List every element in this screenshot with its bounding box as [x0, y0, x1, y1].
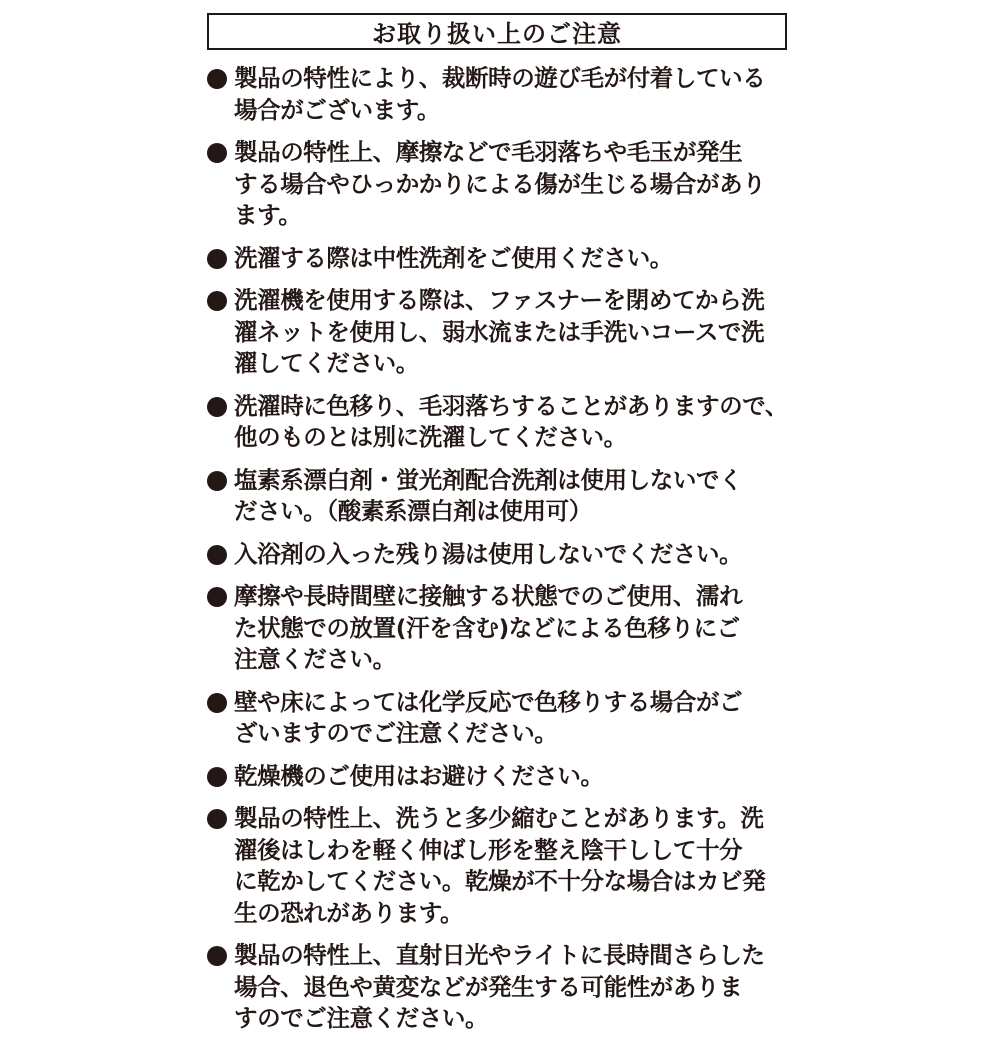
notice-text-line: 注意ください。: [234, 645, 396, 673]
notice-text-line: 洗濯時に色移り、毛羽落ちすることがありますので、: [234, 391, 788, 420]
notice-item: [207, 761, 797, 793]
notice-text-line: 摩擦や長時間壁に接触する状態でのご使用、濡れ: [234, 582, 743, 610]
notice-text-line: に乾かしてください。乾燥が不十分な場合はカビ発: [234, 867, 766, 895]
bullet-circle-icon: [207, 809, 227, 829]
page-title: お取り扱い上のご注意: [372, 20, 622, 48]
notice-text-line: 壁や床によっては化学反応で色移りする場合がご: [234, 687, 743, 716]
notice-text-line: 製品の特性上、洗うと多少縮むことがあります。洗: [234, 804, 764, 832]
notice-item: [207, 63, 797, 126]
notice-text-line: 製品の特性上、直射日光やライトに長時間さらした: [234, 941, 765, 969]
notice-text-line: 他のものとは別に洗濯してください。: [234, 423, 627, 451]
title-box: [207, 13, 787, 50]
notice-text-line: する場合やひっかかりによる傷が生じる場合があり: [234, 169, 766, 198]
bullet-circle-icon: [207, 545, 227, 565]
notice-text-line: 製品の特性により、裁断時の遊び毛が付着している: [234, 64, 766, 92]
notice-text-line: 洗濯機を使用する際は、ファスナーを閉めてから洗: [234, 286, 765, 314]
notice-text-line: 濯後はしわを軽く伸ばし形を整え陰干しして十分: [234, 835, 743, 864]
notice-text-line: 乾燥機のご使用はお避けください。: [234, 761, 604, 790]
notice-item: [207, 391, 797, 454]
notice-text-line: た状態での放置(汗を含む)などによる色移りにご: [234, 613, 740, 642]
notice-text-line: 塩素系漂白剤・蛍光剤配合洗剤は使用しないでく: [234, 465, 743, 494]
bullet-circle-icon: [207, 587, 227, 607]
notice-item: [207, 940, 797, 1035]
bullet-circle-icon: [207, 143, 227, 163]
notice-item: [207, 243, 797, 275]
notice-text-line: ださい。（酸素系漂白剤は使用可）: [234, 497, 592, 525]
bullet-circle-icon: [207, 397, 227, 417]
notice-item: [207, 539, 797, 571]
bullet-circle-icon: [207, 471, 227, 491]
notice-item: [207, 285, 797, 380]
bullet-circle-icon: [207, 249, 227, 269]
bullet-circle-icon: [207, 767, 227, 787]
notice-text-line: 場合、退色や黄変などが発生する可能性がありま: [234, 972, 743, 1001]
bullet-circle-icon: [207, 693, 227, 713]
notice-text-line: 洗濯する際は中性洗剤をご使用ください。: [234, 243, 673, 272]
bullet-circle-icon: [207, 69, 227, 89]
notice-text-line: 生の恐れがあります。: [234, 898, 464, 927]
notice-text-line: すのでご注意ください。: [234, 1004, 489, 1032]
notice-item: [207, 581, 797, 676]
bullet-circle-icon: [207, 291, 227, 311]
notice-text-line: ざいますのでご注意ください。: [234, 719, 558, 747]
notice-text-line: ます。: [234, 201, 302, 229]
notice-text-line: 入浴剤の入った残り湯は使用しないでください。: [234, 539, 743, 568]
notice-item: [207, 465, 797, 528]
notice-item: [207, 687, 797, 750]
bullet-circle-icon: [207, 946, 227, 966]
notice-item: [207, 137, 797, 232]
notice-text-line: 濯してください。: [234, 349, 419, 377]
notice-text-line: 場合がございます。: [234, 95, 441, 124]
notice-text-line: 製品の特性上、摩擦などで毛羽落ちや毛玉が発生: [234, 138, 743, 166]
notice-item: [207, 803, 797, 929]
notice-text-line: 濯ネットを使用し、弱水流または手洗いコースで洗: [234, 317, 765, 346]
notice-list: [207, 63, 797, 1046]
